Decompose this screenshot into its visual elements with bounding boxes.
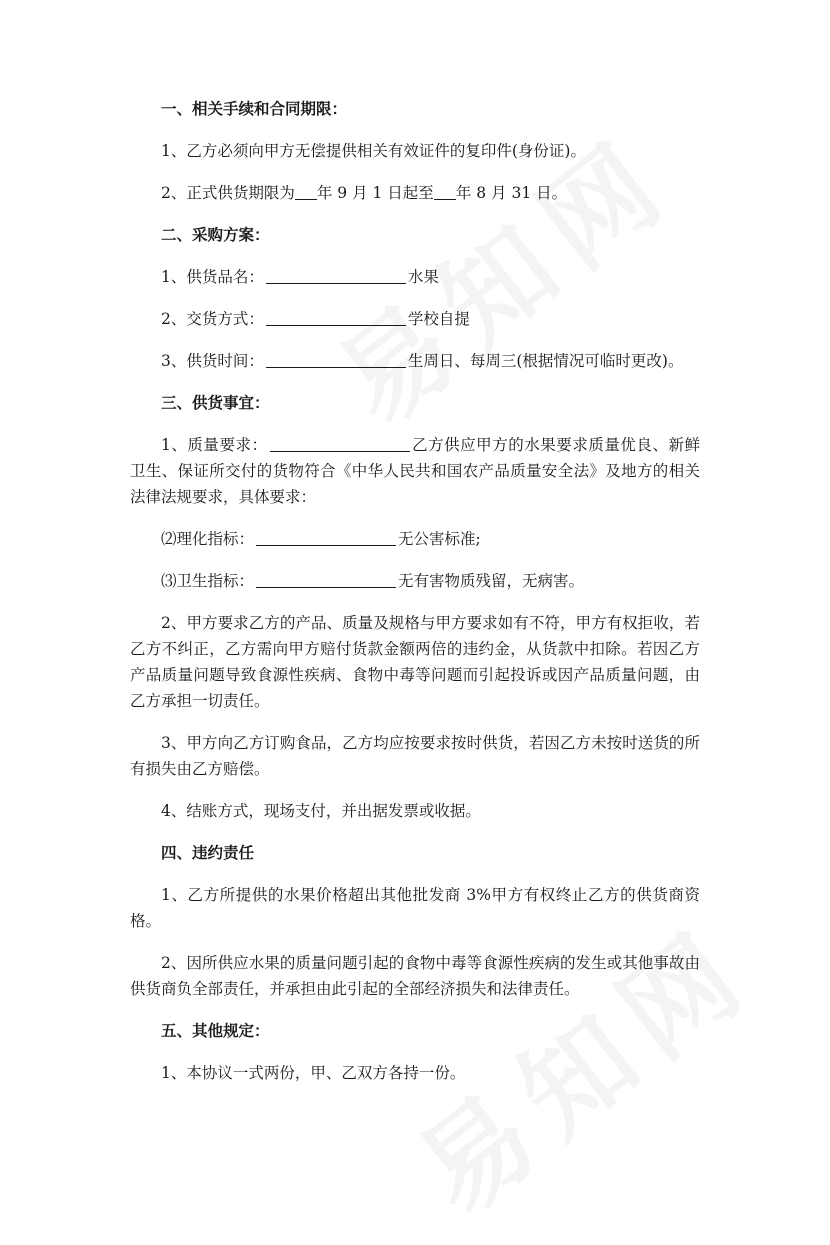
quality-label: 1、质量要求： [161,436,268,454]
year-blank-end[interactable] [434,182,456,200]
section-2-para-2 [130,306,700,332]
section-3-heading: 三、供货事宜： [161,394,270,412]
year-blank-start[interactable] [295,182,317,200]
section-1-heading: 一、相关手续和合同期限： [161,100,348,118]
section-3-para-3 [130,568,700,594]
product-name-blank[interactable] [266,266,406,284]
section-4-para-2: 2、因所供应水果的质量问题引起的食物中毒等食源性疾病的发生或其他事故由供货商负全部责任，并承担由此引起的全部经济损失和法律责任。 [130,954,700,998]
section-3-para-1 [130,432,700,510]
supply-period-middle: 年 9 月 1 日起至 [316,184,434,202]
section-5-para-1: 1、本协议一式两份，甲、乙双方各持一份。 [161,1064,466,1082]
physchem-label: ⑵理化指标： [161,530,255,548]
section-3-para-6: 4、结账方式，现场支付，并出据发票或收据。 [161,802,481,820]
physchem-blank[interactable] [256,528,396,546]
document-body [130,96,700,1102]
section-4-heading: 四、违约责任 [161,844,255,862]
hygiene-blank[interactable] [256,570,396,588]
section-1-para-2 [130,180,700,206]
section-1-para-1: 1、乙方必须向甲方无偿提供相关有效证件的复印件(身份证)。 [161,142,586,160]
section-3-para-5: 3、甲方向乙方订购食品，乙方均应按要求按时供货，若因乙方未按时送货的所有损失由乙方赔偿。 [130,734,700,778]
delivery-method-blank[interactable] [266,308,406,326]
section-2-para-1 [130,264,700,290]
supply-period-suffix: 年 8 月 31 日。 [455,184,568,202]
quality-value: 乙方供应甲方的水果要求质量优良、新鲜卫生、保证所交付的货物符合《中华人民共和国农产品质量安全法》及地方的相关法律法规要求，具体要求： [130,436,700,506]
hygiene-label: ⑶卫生指标： [161,572,255,590]
delivery-method-value: 学校自提 [407,310,470,328]
section-3-para-2 [130,526,700,552]
section-5-heading: 五、其他规定： [161,1022,270,1040]
section-2-para-3 [130,348,700,374]
delivery-method-label: 2、交货方式： [161,310,264,328]
section-2-heading: 二、采购方案： [161,226,270,244]
physchem-value: 无公害标准; [398,530,481,548]
product-name-label: 1、供货品名： [161,268,264,286]
product-name-value: 水果 [407,268,439,286]
hygiene-value: 无有害物质残留，无病害。 [398,572,585,590]
supply-period-prefix: 2、正式供货期限为 [161,184,295,202]
section-4-para-1: 1、乙方所提供的水果价格超出其他批发商 3%甲方有权终止乙方的供货商资格。 [130,886,700,930]
supply-time-label: 3、供货时间： [161,352,264,370]
supply-time-blank[interactable] [266,350,406,368]
supply-time-value: 生周日、每周三(根据情况可临时更改)。 [407,352,684,370]
quality-blank[interactable] [270,434,410,452]
section-3-para-4: 2、甲方要求乙方的产品、质量及规格与甲方要求如有不符，甲方有权拒收，若乙方不纠正，乙方需向甲方赔付货款金额两倍的违约金，从货款中扣除。若因乙方产品质量问题导致食源性疾病、食物中毒等问题而引起投诉或因产品质量问题，由乙方承担一切责任。 [130,614,700,710]
